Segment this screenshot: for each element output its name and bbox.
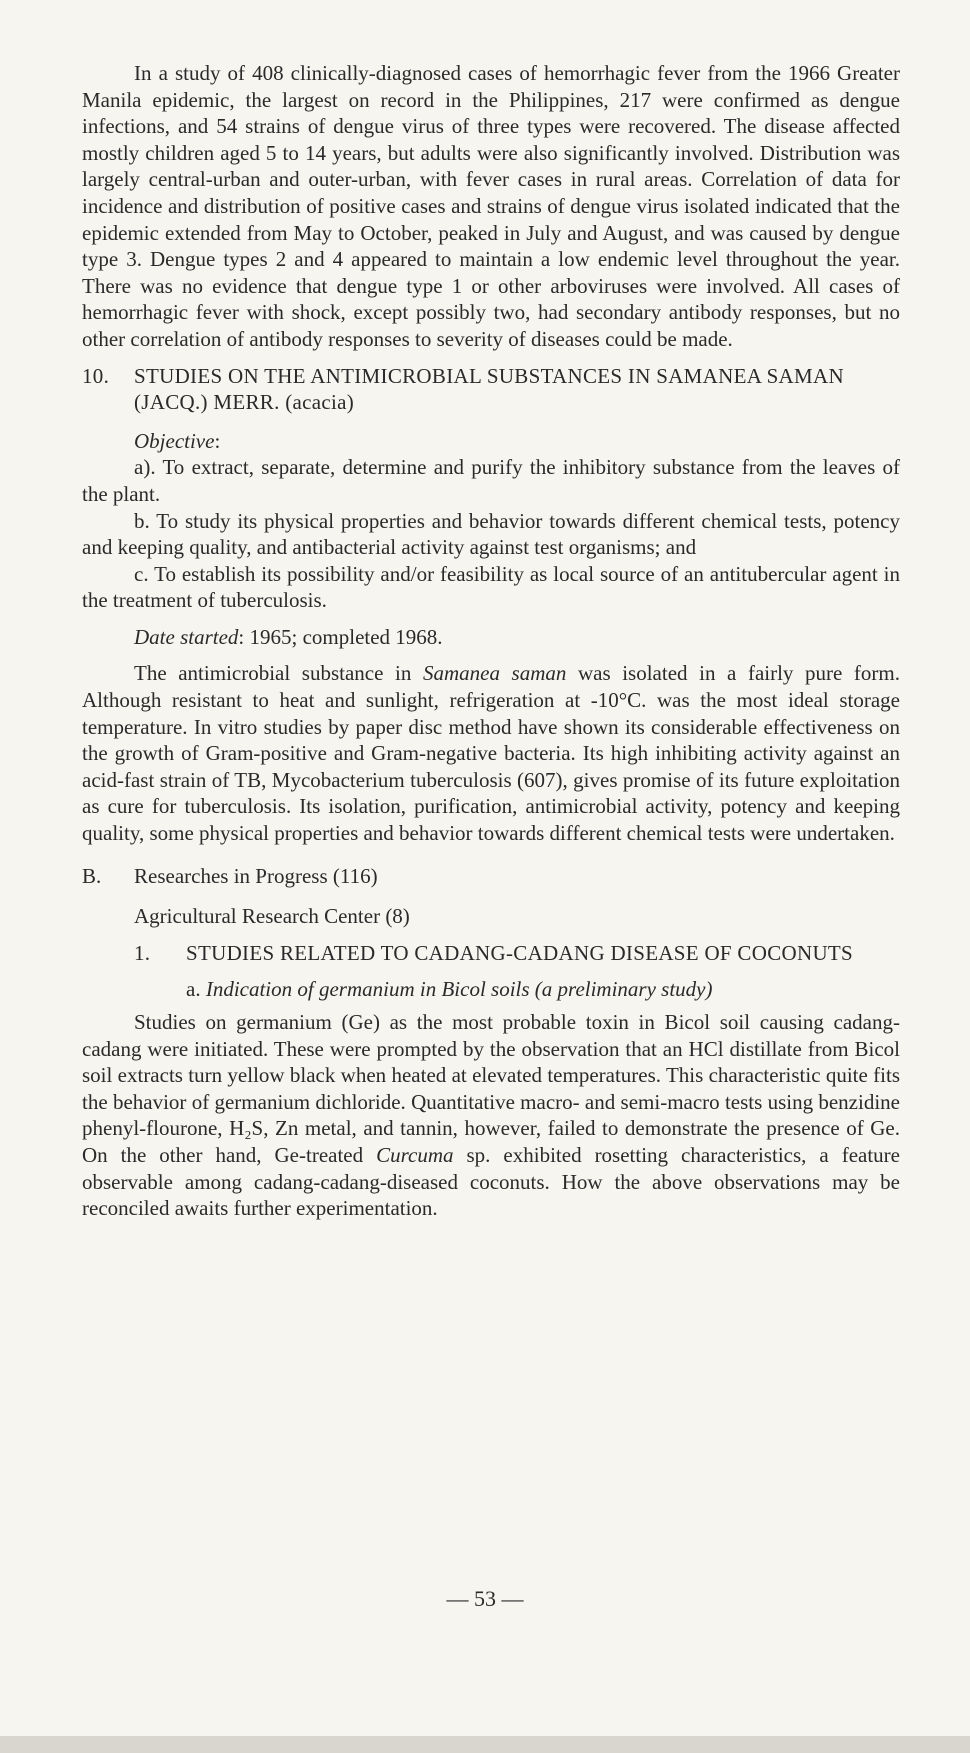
item-1-title: STUDIES RELATED TO CADANG-CADANG DISEASE OF COCONUTS: [186, 940, 854, 965]
item-10-body-post: was isolated in a fairly pure form. Although resistant to heat and sunlight, refrigeration at -10°C. was the most ideal storage temperature. In vitro studies by paper disc method have shown its considerable effectiveness on the growth of Gram-positive and Gram-negative bacteria. Its high inhibiting activity against an acid-fast strain of TB, Mycobacterium tuberculosis (607), gives promise of its future exploitation as cure for tuberculosis. Its isolation, purification, antimicrobial activity, potency and keeping quality, some physical properties and behavior towards different chemical tests were undertaken.: [82, 661, 900, 846]
item-10-title: STUDIES ON THE ANTIMICROBIAL SUBSTANCES IN SAMANEA SAMAN (JACQ.) MERR. (acacia): [134, 363, 844, 415]
item-1-body: [82, 1009, 900, 1222]
objective-b: b. To study its physical properties and behavior towards different chemical tests, potency and keeping quality, and antibacterial activity against test organisms; and: [82, 508, 900, 560]
item-1-species: Curcuma: [376, 1142, 454, 1167]
item-1-heading: [82, 940, 900, 967]
page-number: — 53 —: [446, 1586, 524, 1611]
objective-a: a). To extract, separate, determine and purify the inhibitory substance from the leaves of the plant.: [82, 455, 900, 506]
item-1-body-post: sp. exhibited rosetting characteristics, a feature observable among cadang-cadang-diseased coconuts. How the above observations may be reconciled awaits further experimentation.: [82, 1142, 900, 1221]
section-b-letter: B.: [82, 863, 102, 888]
text-column: [82, 60, 900, 1222]
objective-label: Objective: [134, 428, 215, 453]
section-b-title: Researches in Progress (116): [134, 863, 378, 888]
subitem-a-prefix: a.: [186, 977, 206, 1002]
intro-paragraph: In a study of 408 clinically-diagnosed cases of hemorrhagic fever from the 1966 Greater Manila epidemic, the largest on record in the Philippines, 217 were confirmed as dengue infections, and 54 strains of dengue virus of three types were recovered. The disease affected mostly children aged 5 to 14 years, but adults were also significantly involved. Distribution was largely central-urban and outer-urban, with fever cases in rural areas. Correlation of data for incidence and distribution of positive cases and strains of dengue virus isolated indicated that the epidemic extended from May to October, peaked in July and August, and was caused by dengue type 3. Dengue types 2 and 4 appeared to maintain a low endemic level throughout the year. There was no evidence that dengue type 1 or other arboviruses were involved. All cases of hemorrhagic fever with shock, except possibly two, had secondary antibody responses, but no other correlation of antibody responses to severity of diseases could be made.: [82, 61, 900, 351]
section-b-heading: [82, 863, 900, 890]
subitem-a-title: Indication of germanium in Bicol soils (a preliminary study): [205, 977, 713, 1002]
objective-label-line: [82, 428, 900, 455]
scan-edge-strip: [0, 1736, 970, 1753]
item-10-heading: [82, 363, 900, 416]
item-10-number: 10.: [82, 363, 110, 388]
item-10-body: [82, 660, 900, 846]
subitem-a-heading: [82, 976, 900, 1003]
item-10-species: Samanea saman: [422, 661, 567, 686]
date-label: Date started: [134, 624, 239, 649]
objective-colon: :: [214, 428, 221, 453]
item-10-body-pre: The antimicrobial substance in: [134, 661, 423, 686]
date-value: : 1965; completed 1968.: [238, 624, 443, 649]
research-center-heading: Agricultural Research Center (8): [134, 904, 410, 929]
item-1-number: 1.: [134, 940, 151, 965]
item-1-body-pre: Studies on germanium (Ge) as the most probable toxin in Bicol soil causing cadang-cadang were initiated. These were prompted by the observation that an HCl distillate from Bicol soil extracts turn yellow black when heated at elevated temperatures. This characteristic quite fits the behavior of germanium dichloride. Quantitative macro- and semi-macro tests using benzidine phenyl-flourone, H₂S, Zn metal, and tannin, however, failed to demonstrate the presence of Ge. On the other hand, Ge-treated: [82, 1010, 900, 1167]
objective-c: c. To establish its possibility and/or feasibility as local source of an antitubercular agent in the treatment of tuberculosis.: [82, 561, 900, 613]
date-started-line: [82, 624, 900, 651]
